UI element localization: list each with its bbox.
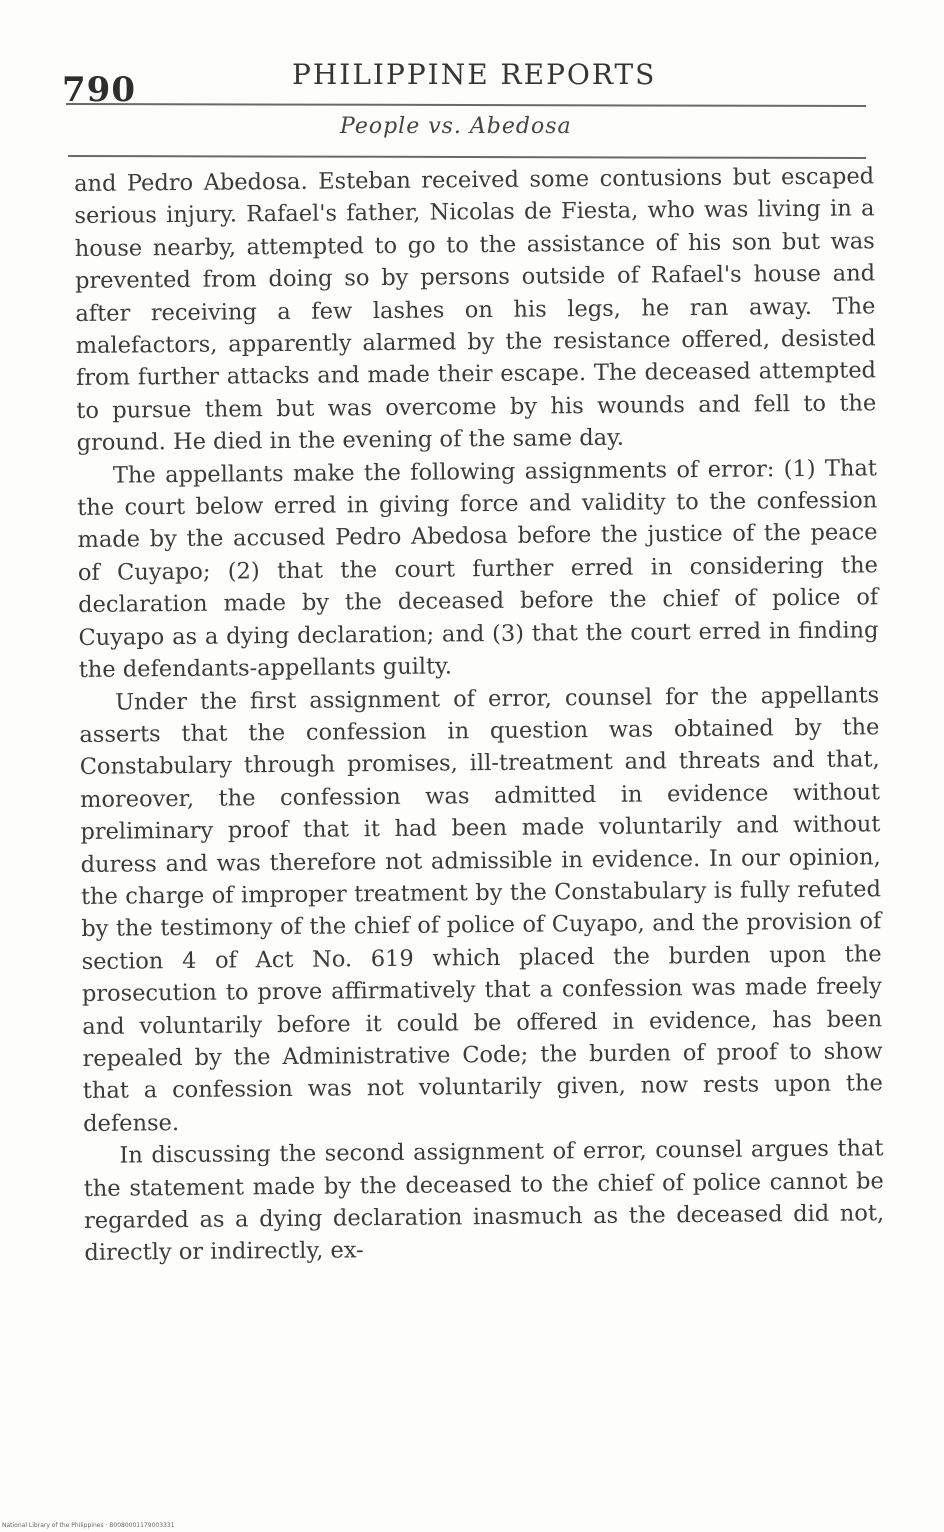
paragraph-1: and Pedro Abedosa. Esteban received some contusions but escaped serious injury. Rafael's father, Nicolas de Fiesta, who was living in a house nearby, attempted to go to the assistance of his son but was prevented from doing so by persons outside of Rafael's house and after receiving a few lashes on his legs, he ran away. The malefactors, apparently alarmed by the resistance offered, desisted from further attacks and made their escape. The deceased attempted to pursue them but was overcome by his wounds and fell to the ground. He died in the evening of the same day. — [74, 163, 877, 457]
paragraph-2: The appellants make the following assignments of error: (1) That the court below erred in giving force and validity to the confession made by the accused Pedro Abedosa before the justice of the peace of Cuyapo; (2) that the court further erred in considering the declaration made by the deceased before the chief of police of Cuyapo as a dying declaration; and (3) that the court erred in finding the defendants-appellants guilty. — [77, 454, 879, 684]
library-credit: National Library of the Philippines · B0080001179003331 — [2, 1522, 175, 1529]
header-rule-bottom — [68, 155, 866, 159]
body-text — [74, 160, 885, 1269]
case-caption: People vs. Abedosa — [340, 114, 572, 139]
running-title: PHILIPPINE REPORTS — [292, 58, 657, 91]
page-number: 790 — [62, 70, 136, 110]
paragraph-4: In discussing the second assignment of error, counsel argues that the statement made by the deceased to the chief of police cannot be regarded as a dying declaration inasmuch as the deceased did not, directly or indirectly, ex- — [83, 1135, 885, 1267]
header-rule-top — [66, 103, 866, 107]
paragraph-3: Under the first assignment of error, counsel for the appellants asserts that the confession in question was obtained by the Constabulary through promises, ill-treatment and threats and that, moreover, the confession was admitted in evidence without preliminary proof that it had been made voluntarily and without duress and was therefore not admissible in evidence. In our opinion, the charge of improper treatment by the Constabulary is fully refuted by the testimony of the chief of police of Cuyapo, and the provision of section 4 of Act No. 619 which placed the burden upon the prosecution to prove affirmatively that a confession was made freely and voluntarily before it could be offered in evidence, has been repealed by the Administrative Code; the burden of proof to show that a confession was not voluntarily given, now rests upon the defense. — [79, 681, 883, 1137]
